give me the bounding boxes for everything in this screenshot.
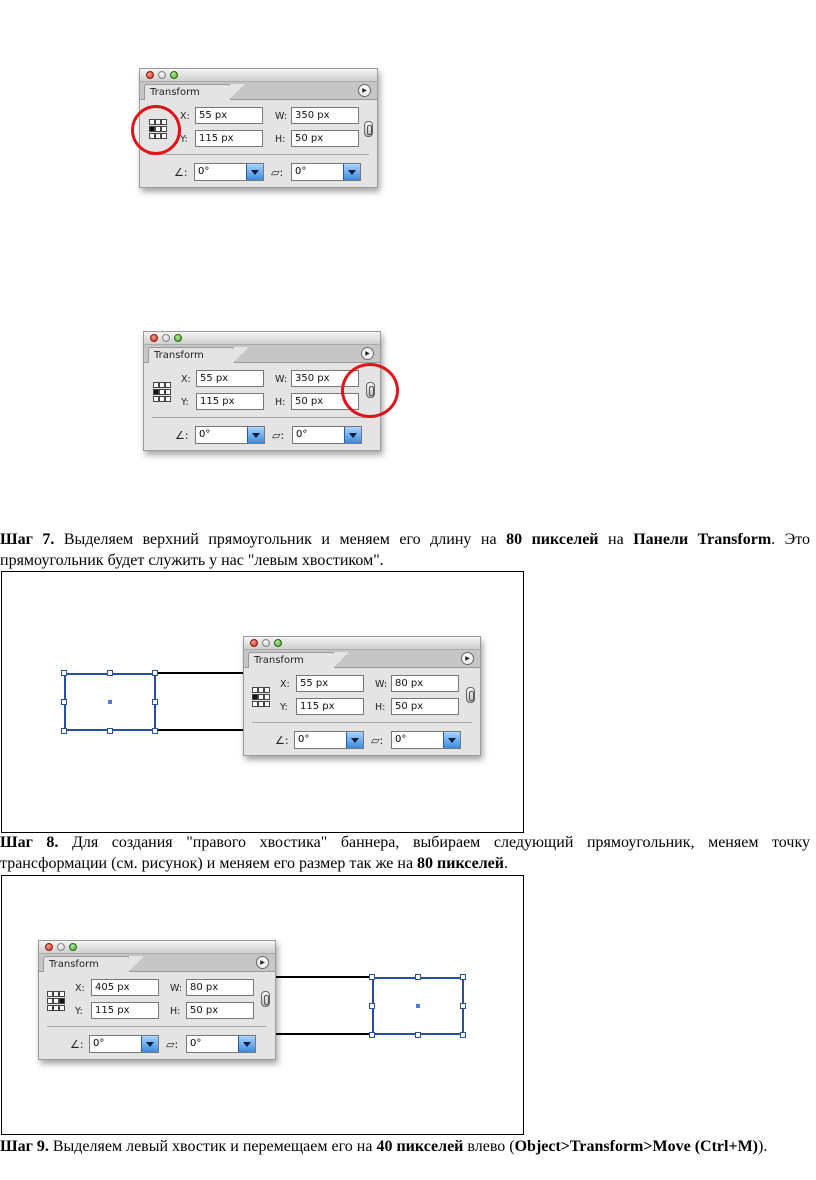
- rotate-angle-icon: ∠:: [275, 734, 289, 747]
- handle-mr[interactable]: [460, 1003, 466, 1009]
- handle-bl[interactable]: [369, 1032, 375, 1038]
- dropdown-arrow-icon[interactable]: [343, 164, 360, 180]
- step-9-label: Шаг 9.: [0, 1138, 49, 1155]
- banner-line-bottom: [274, 1033, 372, 1035]
- w-label: W:: [375, 679, 388, 690]
- divider: [148, 154, 369, 155]
- step-8-bold-1: 80 пикселей: [417, 855, 504, 872]
- step-9-text-2: влево (: [463, 1138, 515, 1155]
- dropdown-arrow-icon[interactable]: [246, 164, 263, 180]
- panel-titlebar: [144, 332, 380, 345]
- h-label: H:: [275, 397, 286, 408]
- handle-tl[interactable]: [369, 974, 375, 980]
- shear-angle-icon: ⏥:: [166, 1038, 179, 1051]
- center-point: [416, 1004, 420, 1008]
- constrain-proportions-icon[interactable]: [466, 687, 475, 703]
- x-label: X:: [181, 374, 191, 385]
- dropdown-arrow-icon[interactable]: [247, 427, 264, 443]
- handle-bl[interactable]: [61, 728, 67, 734]
- w-label: W:: [275, 111, 288, 122]
- handle-br[interactable]: [460, 1032, 466, 1038]
- rotate-dropdown[interactable]: [195, 426, 265, 444]
- h-label: H:: [170, 1006, 181, 1017]
- minimize-icon[interactable]: [162, 334, 170, 342]
- handle-mr[interactable]: [152, 699, 158, 705]
- tab-row: [144, 345, 380, 363]
- w-field[interactable]: 350 px: [291, 107, 359, 124]
- w-field[interactable]: 80 px: [391, 675, 459, 692]
- ref-point-br[interactable]: [264, 701, 270, 707]
- zoom-icon[interactable]: [69, 943, 77, 951]
- ref-point-mr[interactable]: [264, 694, 270, 700]
- dropdown-arrow-icon[interactable]: [344, 427, 361, 443]
- shear-dropdown[interactable]: [391, 731, 461, 749]
- rotate-value: 0°: [198, 166, 210, 177]
- y-field[interactable]: 115 px: [195, 130, 263, 147]
- handle-tc[interactable]: [415, 974, 421, 980]
- ref-point-tr[interactable]: [264, 687, 270, 693]
- x-field[interactable]: 405 px: [91, 979, 159, 996]
- step-7-bold-1: 80 пикселей: [506, 531, 599, 548]
- w-field[interactable]: 350 px: [291, 370, 359, 387]
- step-9-text-1: Выделяем левый хвостик и перемещаем его на: [48, 1138, 377, 1155]
- banner-line-top: [155, 672, 247, 674]
- dropdown-arrow-icon[interactable]: [141, 1036, 158, 1052]
- tab-row: [244, 650, 480, 668]
- shear-value: 0°: [296, 429, 308, 440]
- ref-point-br[interactable]: [59, 1005, 65, 1011]
- rotate-angle-icon: ∠:: [70, 1038, 84, 1051]
- shear-dropdown[interactable]: [292, 426, 362, 444]
- y-field[interactable]: 115 px: [296, 698, 364, 715]
- reference-point-grid[interactable]: [252, 687, 270, 705]
- tab-transform[interactable]: Transform: [148, 347, 235, 363]
- shear-dropdown[interactable]: [186, 1035, 256, 1053]
- y-label: Y:: [180, 134, 188, 145]
- rotate-angle-icon: ∠:: [175, 429, 189, 442]
- step-7-text-2: на: [598, 531, 634, 548]
- close-icon[interactable]: [250, 639, 258, 647]
- step-8-label: Шаг 8.: [0, 834, 59, 851]
- step-7-text-1: Выделяем верхний прямоугольник и меняем его длину на: [54, 531, 507, 548]
- shear-value: 0°: [190, 1038, 202, 1049]
- h-field[interactable]: 50 px: [291, 393, 359, 410]
- step-9-text-3: ).: [758, 1138, 768, 1155]
- x-field[interactable]: 55 px: [196, 370, 264, 387]
- h-field[interactable]: 50 px: [186, 1002, 254, 1019]
- x-label: X:: [280, 679, 290, 690]
- step-8-text-1: Для создания "правого хвостика" баннера, выбираем следующий прямоугольник, меняем точку трансформации (см. рисунок) и меняем его размер так же на: [0, 834, 810, 872]
- h-label: H:: [275, 134, 286, 145]
- y-label: Y:: [280, 702, 288, 713]
- zoom-icon[interactable]: [174, 334, 182, 342]
- shear-angle-icon: ⏥:: [371, 734, 384, 747]
- close-icon[interactable]: [150, 334, 158, 342]
- rotate-value: 0°: [298, 734, 310, 745]
- rotate-dropdown[interactable]: [294, 731, 364, 749]
- x-field[interactable]: 55 px: [296, 675, 364, 692]
- banner-line-bottom: [155, 729, 247, 731]
- dropdown-arrow-icon[interactable]: [346, 732, 363, 748]
- minimize-icon[interactable]: [158, 71, 166, 79]
- center-point: [108, 700, 112, 704]
- rotate-dropdown[interactable]: [194, 163, 264, 181]
- shear-angle-icon: ⏥:: [272, 429, 285, 442]
- handle-tr[interactable]: [460, 974, 466, 980]
- y-label: Y:: [75, 1006, 83, 1017]
- handle-tr[interactable]: [152, 670, 158, 676]
- step-7-paragraph: [0, 529, 810, 571]
- banner-line-top: [274, 976, 372, 978]
- shear-dropdown[interactable]: [291, 163, 361, 181]
- step-9-bold-1: 40 пикселей: [376, 1138, 464, 1155]
- constrain-proportions-icon[interactable]: [364, 121, 373, 137]
- transform-panel-3: [243, 636, 481, 756]
- step-9-bold-2: Object>Transform>Move (Ctrl+M): [514, 1138, 759, 1155]
- w-field[interactable]: 80 px: [186, 979, 254, 996]
- divider: [47, 1026, 267, 1027]
- y-field[interactable]: 115 px: [91, 1002, 159, 1019]
- x-label: X:: [75, 983, 85, 994]
- handle-br[interactable]: [152, 728, 158, 734]
- handle-ml[interactable]: [369, 1003, 375, 1009]
- step-8-paragraph: [0, 832, 810, 874]
- panel-menu-icon[interactable]: ▶: [358, 84, 371, 97]
- h-field[interactable]: 50 px: [291, 130, 359, 147]
- panel-titlebar: [140, 69, 377, 82]
- step-7-text-3: . Это прямоугольник будет служить у нас "левым хвостиком".: [0, 531, 811, 569]
- handle-tc[interactable]: [107, 670, 113, 676]
- y-field[interactable]: 115 px: [196, 393, 264, 410]
- rotate-value: 0°: [199, 429, 211, 440]
- panel-menu-icon[interactable]: ▶: [256, 956, 269, 969]
- w-label: W:: [170, 983, 183, 994]
- step-9-paragraph: [0, 1136, 810, 1157]
- close-icon[interactable]: [146, 71, 154, 79]
- highlight-circle-reference-point: [131, 105, 181, 155]
- step-7-bold-2: Панели Transform: [633, 531, 772, 548]
- rotate-value: 0°: [93, 1038, 105, 1049]
- tab-transform[interactable]: Transform: [144, 84, 231, 100]
- close-icon[interactable]: [45, 943, 53, 951]
- ref-point-tr[interactable]: [165, 382, 171, 388]
- transform-panel-4: [38, 940, 276, 1060]
- handle-bc[interactable]: [415, 1032, 421, 1038]
- tab-row: [39, 954, 275, 972]
- minimize-icon[interactable]: [57, 943, 65, 951]
- zoom-icon[interactable]: [170, 71, 178, 79]
- panel-menu-icon[interactable]: ▶: [461, 652, 474, 665]
- ref-point-mr[interactable]: [165, 389, 171, 395]
- x-label: X:: [180, 111, 190, 122]
- rotate-angle-icon: ∠:: [174, 166, 188, 179]
- ref-point-tr[interactable]: [59, 991, 65, 997]
- divider: [152, 417, 372, 418]
- ref-point-br[interactable]: [165, 396, 171, 402]
- handle-bc[interactable]: [107, 728, 113, 734]
- tab-row: [140, 82, 377, 100]
- minimize-icon[interactable]: [262, 639, 270, 647]
- dropdown-arrow-icon[interactable]: [238, 1036, 255, 1052]
- ref-point-mr[interactable]: [59, 998, 65, 1004]
- shear-value: 0°: [395, 734, 407, 745]
- h-field[interactable]: 50 px: [391, 698, 459, 715]
- shear-angle-icon: ⏥:: [271, 166, 284, 179]
- rotate-dropdown[interactable]: [89, 1035, 159, 1053]
- constrain-proportions-icon[interactable]: [261, 991, 270, 1007]
- zoom-icon[interactable]: [274, 639, 282, 647]
- h-label: H:: [375, 702, 386, 713]
- tab-transform[interactable]: Transform: [43, 956, 130, 972]
- y-label: Y:: [181, 397, 189, 408]
- dropdown-arrow-icon[interactable]: [443, 732, 460, 748]
- w-label: W:: [275, 374, 288, 385]
- divider: [252, 722, 472, 723]
- highlight-circle-link-icon: [341, 363, 399, 418]
- shear-value: 0°: [295, 166, 307, 177]
- panel-titlebar: [244, 637, 480, 650]
- panel-titlebar: [39, 941, 275, 954]
- reference-point-grid[interactable]: [47, 991, 65, 1009]
- panel-menu-icon[interactable]: ▶: [361, 347, 374, 360]
- x-field[interactable]: 55 px: [195, 107, 263, 124]
- tab-transform[interactable]: Transform: [248, 652, 335, 668]
- step-7-label: Шаг 7.: [0, 531, 55, 548]
- handle-ml[interactable]: [61, 699, 67, 705]
- handle-tl[interactable]: [61, 670, 67, 676]
- reference-point-grid[interactable]: [153, 382, 171, 400]
- step-8-text-2: .: [504, 855, 508, 872]
